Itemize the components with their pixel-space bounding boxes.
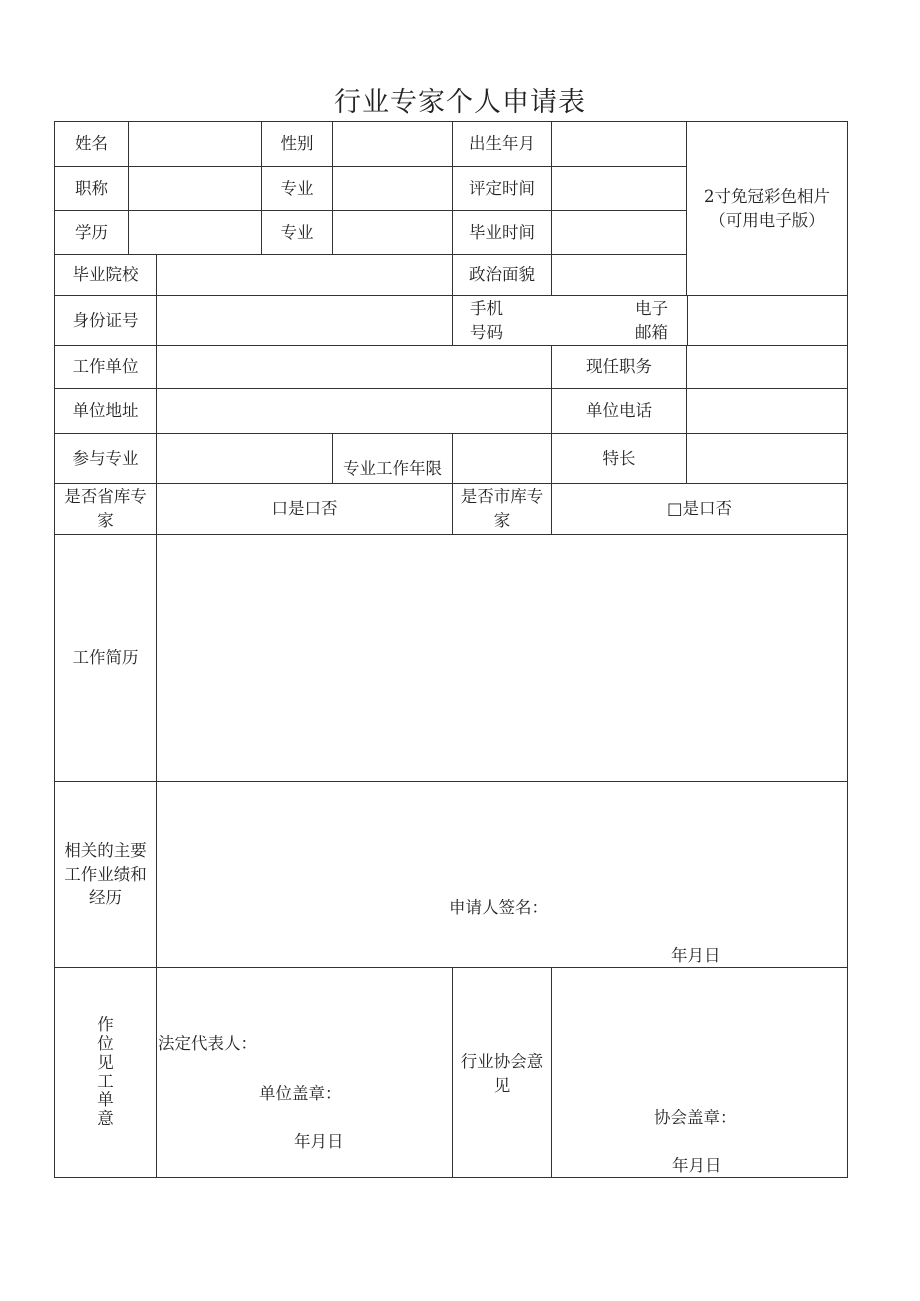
school-field[interactable]	[156, 254, 453, 296]
gender-label: 性别	[261, 121, 333, 167]
major-field[interactable]	[332, 166, 453, 211]
unit-phone-field[interactable]	[686, 388, 848, 434]
major2-field[interactable]	[332, 210, 453, 255]
major2-label: 专业	[261, 210, 333, 255]
field-label: 参与专业	[54, 433, 157, 484]
email-label-1: 电子	[635, 299, 668, 318]
assoc-seal-label: 协会盖章：	[654, 1108, 737, 1127]
prov-expert-options[interactable]: 口是口否	[156, 483, 453, 535]
email-field[interactable]	[687, 295, 848, 346]
unit-opinion-label	[54, 967, 157, 1178]
specialty-field[interactable]	[686, 433, 848, 484]
education-label: 学历	[54, 210, 129, 255]
prov-expert-label: 是否省库专家	[54, 483, 157, 535]
name-label: 姓名	[54, 121, 129, 167]
photo-line1: 2寸免冠彩色相片	[704, 186, 830, 206]
phone-label-1: 手机	[470, 299, 503, 318]
email-label-2: 邮箱	[635, 323, 668, 342]
employer-field[interactable]	[156, 345, 552, 389]
phone-email-cell	[452, 295, 688, 346]
address-field[interactable]	[156, 388, 552, 434]
position-label: 现任职务	[551, 345, 687, 389]
address-label: 单位地址	[54, 388, 157, 434]
assoc-opinion-area[interactable]	[551, 967, 848, 1178]
grad-time-field[interactable]	[551, 210, 687, 255]
phone-field[interactable]	[563, 299, 573, 309]
eval-time-label: 评定时间	[452, 166, 552, 211]
unit-date: 年月日	[294, 1132, 344, 1151]
char: 工	[97, 1071, 114, 1091]
assoc-date: 年月日	[672, 1156, 722, 1175]
char: 位	[97, 1033, 114, 1053]
id-field[interactable]	[156, 295, 453, 346]
city-expert-options[interactable]: □是口否	[551, 483, 848, 535]
assoc-opinion-label: 行业协会意见	[452, 967, 552, 1178]
years-label: 专业工作年限	[332, 433, 453, 484]
politics-field[interactable]	[551, 254, 687, 296]
education-field[interactable]	[128, 210, 262, 255]
phone-label-2: 号码	[470, 323, 503, 342]
name-field[interactable]	[128, 121, 262, 167]
achievements-label: 相关的主要工作业绩和经历	[54, 781, 157, 968]
photo-box[interactable]	[686, 121, 848, 296]
char: 见	[97, 1052, 114, 1072]
char: 意	[97, 1109, 114, 1129]
title-rank-label: 职称	[54, 166, 129, 211]
birth-field[interactable]	[551, 121, 687, 167]
char: 作	[97, 1014, 114, 1034]
photo-line2: （可用电子版）	[709, 210, 825, 230]
gender-field[interactable]	[332, 121, 453, 167]
resume-field[interactable]	[156, 534, 848, 782]
char: 单	[97, 1090, 114, 1110]
applicant-signature-label: 申请人签名：	[449, 898, 548, 917]
eval-time-field[interactable]	[551, 166, 687, 211]
politics-label: 政治面貌	[452, 254, 552, 296]
city-expert-label: 是否市库专家	[452, 483, 552, 535]
birth-label: 出生年月	[452, 121, 552, 167]
title-rank-field[interactable]	[128, 166, 262, 211]
unit-phone-label: 单位电话	[551, 388, 687, 434]
position-field[interactable]	[686, 345, 848, 389]
employer-label: 工作单位	[54, 345, 157, 389]
major-label: 专业	[261, 166, 333, 211]
legal-rep-label: 法定代表人：	[158, 1034, 257, 1053]
years-field[interactable]	[452, 433, 552, 484]
grad-time-label: 毕业时间	[452, 210, 552, 255]
unit-opinion-area[interactable]	[156, 967, 453, 1178]
resume-label: 工作简历	[54, 534, 157, 782]
field-field[interactable]	[156, 433, 333, 484]
achievements-area[interactable]	[156, 781, 848, 968]
form-title: 行业专家个人申请表	[334, 87, 586, 118]
unit-seal-label: 单位盖章：	[259, 1084, 342, 1103]
applicant-date: 年月日	[671, 946, 721, 965]
school-label: 毕业院校	[54, 254, 157, 296]
unit-opinion-chars	[97, 1016, 114, 1130]
id-label: 身份证号	[54, 295, 157, 346]
specialty-label: 特长	[551, 433, 687, 484]
